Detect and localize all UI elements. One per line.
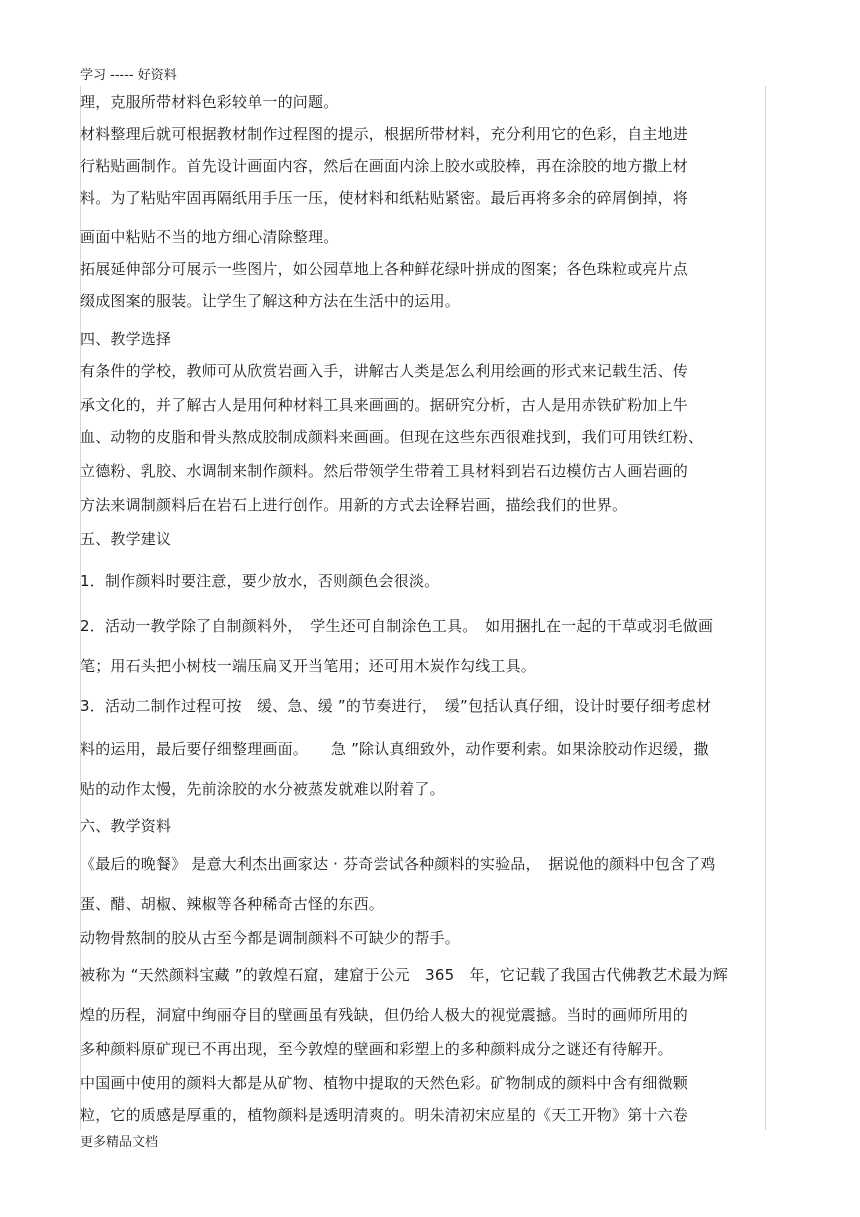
text-line: 料的运用，最后要仔细整理画面。 急 ”除认真细致外，动作要利索。如果涂胶动作迟缓，撒 <box>80 740 709 758</box>
text-line: 承文化的，并了解古人是用何种材料工具来画画的。据研究分析，古人是用赤铁矿粉加上牛 <box>80 396 689 414</box>
page-header: 学习 ----- 好资料 <box>80 68 177 83</box>
text-line: 立德粉、乳胶、水调制来制作颜料。然后带领学生带着工具材料到岩石边模仿古人画岩画的 <box>80 462 689 480</box>
text-line: 《最后的晚餐》 是意大利杰出画家达 · 芬奇尝试各种颜料的实验品， 据说他的颜料中包含了鸡 <box>80 855 716 873</box>
text-line: 画面中粘贴不当的地方细心清除整理。 <box>80 228 339 246</box>
text-line: 拓展延伸部分可展示一些图片，如公园草地上各种鲜花绿叶拼成的图案；各色珠粒或亮片点 <box>80 260 689 278</box>
text-line: 蛋、醋、胡椒、辣椒等各种稀奇古怪的东西。 <box>80 895 385 913</box>
text-line: 2．活动一教学除了自制颜料外， 学生还可自制涂色工具。 如用捆扎在一起的干草或羽毛做画 <box>80 617 714 635</box>
text-line: 理，克服所带材料色彩较单一的问题。 <box>80 93 339 111</box>
text-line: 粒，它的质感是厚重的，植物颜料是透明清爽的。明朱清初宋应星的《天工开物》第十六卷 <box>80 1106 689 1124</box>
section-heading: 五、教学建议 <box>80 530 172 548</box>
text-line: 材料整理后就可根据教材制作过程图的提示，根据所带材料，充分利用它的色彩，自主地进 <box>80 125 689 143</box>
text-line: 料。为了粘贴牢固再隔纸用手压一压，使材料和纸粘贴紧密。最后再将多余的碎屑倒掉，将 <box>80 189 689 207</box>
text-line: 笔；用石头把小树枝一端压扁叉开当笔用；还可用木炭作勾线工具。 <box>80 657 537 675</box>
text-line: 被称为 “天然颜料宝藏 ”的敦煌石窟，建窟于公元 365 年，它记载了我国古代佛教艺术最为辉 <box>80 966 728 984</box>
text-line: 3．活动二制作过程可按 缓、急、缓 ”的节奏进行， 缓”包括认真仔细，设计时要仔细考虑材 <box>80 697 712 715</box>
text-line: 血、动物的皮脂和骨头熬成胶制成颜料来画画。但现在这些东西很难找到，我们可用铁红粉、 <box>80 428 704 446</box>
text-line: 贴的动作太慢，先前涂胶的水分被蒸发就难以附着了。 <box>80 780 445 798</box>
text-line: 方法来调制颜料后在岩石上进行创作。用新的方式去诠释岩画，描绘我们的世界。 <box>80 496 628 514</box>
page-footer: 更多精品文档 <box>80 1135 159 1150</box>
section-heading: 六、教学资料 <box>80 817 172 835</box>
right-margin-rule <box>765 86 766 1130</box>
text-line: 1．制作颜料时要注意，要少放水，否则颜色会很淡。 <box>80 572 440 590</box>
text-line: 行粘贴画制作。首先设计画面内容，然后在画面内涂上胶水或胶棒，再在涂胶的地方撒上材 <box>80 157 689 175</box>
text-line: 多种颜料原矿现已不再出现，至今敦煌的壁画和彩塑上的多种颜料成分之谜还有待解开。 <box>80 1040 673 1058</box>
text-line: 中国画中使用的颜料大都是从矿物、植物中提取的天然色彩。矿物制成的颜料中含有细微颗 <box>80 1074 689 1092</box>
text-line: 缀成图案的服装。让学生了解这种方法在生活中的运用。 <box>80 292 461 310</box>
text-line: 动物骨熬制的胶从古至今都是调制颜料不可缺少的帮手。 <box>80 929 461 947</box>
text-line: 有条件的学校，教师可从欣赏岩画入手，讲解古人类是怎么利用绘画的形式来记载生活、传 <box>80 362 689 380</box>
section-heading: 四、教学选择 <box>80 330 172 348</box>
text-line: 煌的历程，洞窟中绚丽夺目的壁画虽有残缺，但仍给人极大的视觉震撼。当时的画师所用的 <box>80 1006 689 1024</box>
